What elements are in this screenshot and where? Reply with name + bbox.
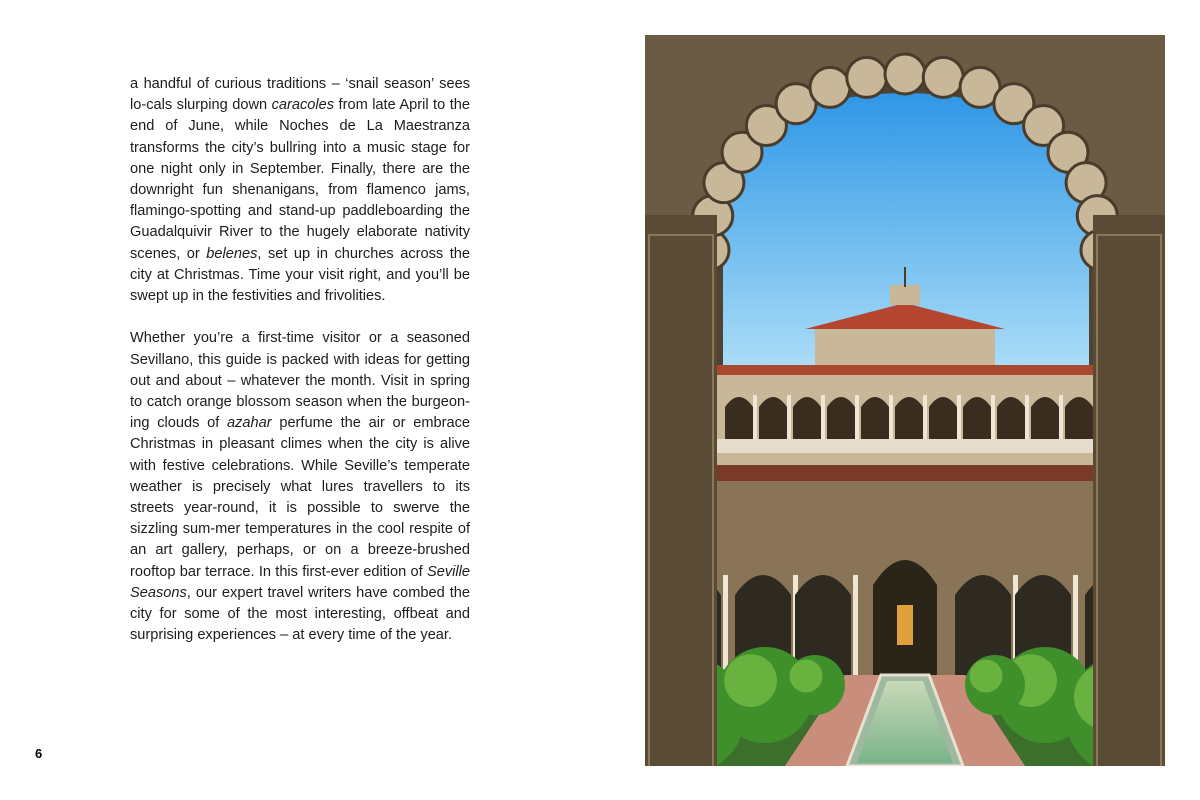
text-run: , set up in churches across the city at Christmas. Time your visit right, and you’ll be swept up in the festivities and frivolities. bbox=[130, 245, 470, 305]
page-number: 6 bbox=[35, 746, 43, 761]
italic-term: Seville Seasons bbox=[130, 563, 470, 601]
italic-term: caracoles bbox=[271, 97, 335, 114]
text-run: perfume the air or embrace Christmas in pleasant climes when the city is alive with festive celebrations. While Seville’s temperate weather is precisely what lures travellers to its streets year-round, it is possible to swerve the sizzling sum-mer temperatures in the cool respite of an art gallery, perhaps, or on a breeze-brushed rooftop bar terrace. In this first-ever edition of bbox=[130, 415, 470, 580]
left-column bbox=[645, 215, 717, 766]
text-run: from late April to the end of June, while Noches de La Maestranza transforms the city’s bullring into a music stage for one night only in September. Finally, there are the downright fun shenanigans, from flamenco jams, flamingo-spotting and stand-up paddleboarding the Guadalquivir River to the hugely elaborate nativity scenes, or bbox=[130, 97, 470, 262]
courtyard-illustration bbox=[645, 35, 1165, 766]
paragraph-2 bbox=[130, 328, 470, 646]
upper-gallery bbox=[715, 365, 1097, 481]
paragraph-1 bbox=[130, 74, 470, 307]
right-column bbox=[1093, 215, 1165, 766]
text-run: a handful of curious traditions – ‘snail season’ sees lo-cals slurping down bbox=[130, 76, 470, 114]
text-run: Whether you’re a first-time visitor or a seasoned Sevillano, this guide is packed with ideas for getting out and about – whatever the month. Visit in spring to catch orange blossom season when the burgeon-ing clouds of bbox=[130, 330, 470, 432]
italic-term: belenes bbox=[206, 245, 258, 262]
courtyard-photo bbox=[645, 35, 1165, 766]
italic-term: azahar bbox=[226, 415, 272, 432]
text-run: , our expert travel writers have combed the city for some of the most interesting, offbeat and surprising experiences – at every time of the year. bbox=[130, 584, 470, 644]
lower-arcade bbox=[645, 481, 1165, 681]
body-text bbox=[130, 74, 470, 668]
